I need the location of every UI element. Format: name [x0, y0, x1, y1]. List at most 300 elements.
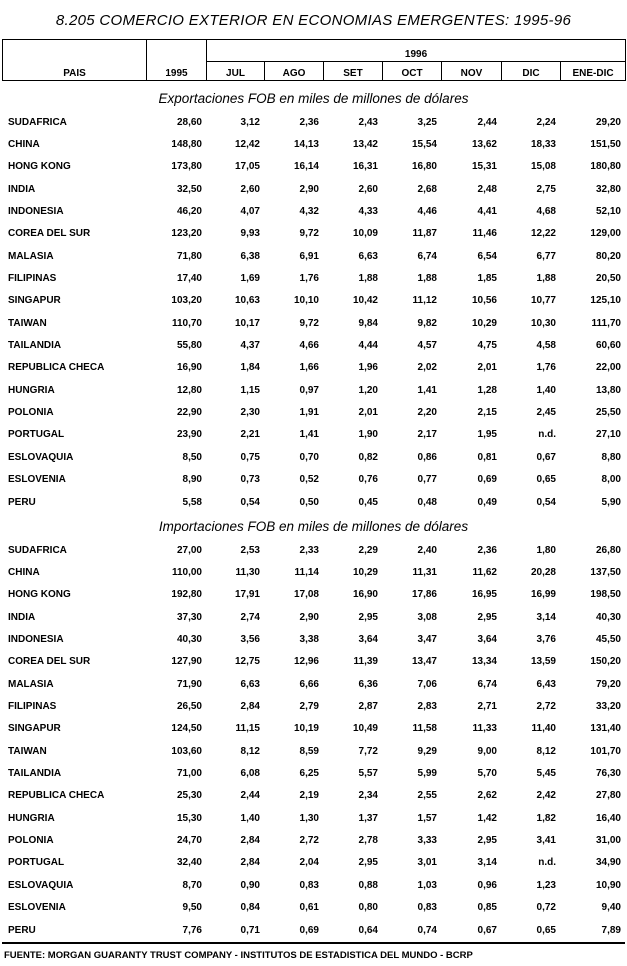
value-cell: 0,61: [299, 902, 319, 914]
exports-table: [2, 111, 625, 513]
value-cell: 1,40: [536, 384, 556, 396]
value-cell: 3,64: [358, 634, 378, 646]
value-cell: 2,60: [240, 183, 260, 195]
value-cell: 3,47: [417, 634, 437, 646]
value-cell: 8,50: [182, 451, 202, 463]
table-row: [2, 628, 625, 650]
value-cell: 0,85: [477, 902, 497, 914]
value-cell: 34,90: [595, 857, 621, 869]
value-cell: 2,84: [240, 835, 260, 847]
value-cell: 2,84: [240, 857, 260, 869]
value-cell: 1,95: [477, 429, 497, 441]
value-cell: 11,15: [235, 723, 260, 735]
value-cell: 192,80: [171, 589, 202, 601]
value-cell: 2,45: [536, 407, 556, 419]
value-cell: 29,20: [595, 116, 621, 128]
value-cell: 0,86: [417, 451, 437, 463]
value-cell: 2,83: [417, 701, 437, 713]
value-cell: 8,12: [536, 745, 556, 757]
value-cell: 32,50: [176, 183, 202, 195]
value-cell: 16,40: [595, 812, 621, 824]
value-cell: 1,40: [240, 812, 260, 824]
value-cell: 1,41: [299, 429, 319, 441]
value-cell: 150,20: [590, 656, 621, 668]
value-cell: 10,90: [595, 879, 621, 891]
value-cell: 110,00: [171, 567, 202, 579]
value-cell: 9,40: [601, 902, 621, 914]
value-cell: 4,58: [536, 340, 556, 352]
table-row: [2, 829, 625, 851]
value-cell: 0,80: [358, 902, 378, 914]
value-cell: 1,42: [477, 812, 497, 824]
value-cell: 12,75: [234, 656, 260, 668]
value-cell: 0,75: [240, 451, 260, 463]
value-cell: 0,69: [477, 474, 497, 486]
value-cell: 20,50: [595, 273, 621, 285]
value-cell: 137,50: [590, 567, 621, 579]
value-cell: 6,63: [240, 678, 260, 690]
value-cell: 10,29: [352, 567, 378, 579]
value-cell: 0,83: [299, 879, 319, 891]
country-name: SINGAPUR: [8, 295, 61, 307]
value-cell: 2,15: [477, 407, 497, 419]
country-name: TAILANDIA: [8, 768, 62, 780]
value-cell: 4,32: [299, 206, 319, 218]
value-cell: 9,00: [477, 745, 497, 757]
value-cell: 180,80: [590, 161, 621, 173]
value-cell: 10,63: [234, 295, 260, 307]
value-cell: 0,76: [358, 474, 378, 486]
value-cell: 2,75: [536, 183, 556, 195]
value-cell: 2,01: [358, 407, 378, 419]
value-cell: 10,42: [352, 295, 378, 307]
value-cell: 11,14: [294, 567, 319, 579]
value-cell: 71,00: [176, 768, 202, 780]
value-cell: 2,90: [299, 611, 319, 623]
value-cell: 17,08: [293, 589, 319, 601]
value-cell: 1,88: [536, 273, 556, 285]
value-cell: 2,44: [477, 116, 497, 128]
value-cell: 0,82: [358, 451, 378, 463]
value-cell: 9,29: [417, 745, 437, 757]
value-cell: 10,49: [352, 723, 378, 735]
value-cell: 1,66: [299, 362, 319, 374]
value-cell: 2,48: [477, 183, 497, 195]
country-name: FILIPINAS: [8, 701, 57, 713]
value-cell: 13,59: [530, 656, 556, 668]
value-cell: 5,58: [182, 496, 202, 508]
value-cell: 1,84: [240, 362, 260, 374]
table-row: [2, 874, 625, 896]
country-name: COREA DEL SUR: [8, 656, 91, 668]
value-cell: 9,50: [182, 902, 202, 914]
value-cell: 6,43: [536, 678, 556, 690]
value-cell: 4,07: [240, 206, 260, 218]
value-cell: 0,67: [477, 924, 497, 936]
country-name: ESLOVENIA: [8, 902, 66, 914]
value-cell: 6,74: [477, 678, 497, 690]
value-cell: 1,15: [240, 384, 260, 396]
column-header-month: NOV: [442, 62, 502, 81]
value-cell: 6,08: [240, 768, 260, 780]
value-cell: 1,23: [536, 879, 556, 891]
value-cell: 4,41: [477, 206, 497, 218]
country-name: ESLOVENIA: [8, 474, 66, 486]
value-cell: 9,72: [299, 317, 319, 329]
value-cell: 11,58: [412, 723, 437, 735]
country-name: PORTUGAL: [8, 857, 65, 869]
value-cell: 10,56: [471, 295, 497, 307]
country-name: ESLOVAQUIA: [8, 879, 74, 891]
country-name: TAIWAN: [8, 745, 47, 757]
value-cell: 10,17: [234, 317, 260, 329]
value-cell: 9,93: [240, 228, 260, 240]
value-cell: n.d.: [538, 429, 556, 441]
value-cell: 1,20: [358, 384, 378, 396]
value-cell: 55,80: [176, 340, 202, 352]
value-cell: 6,38: [240, 250, 260, 262]
country-name: INDIA: [8, 183, 36, 195]
value-cell: 110,70: [171, 317, 202, 329]
value-cell: 1,30: [299, 812, 319, 824]
table-row: [2, 245, 625, 267]
value-cell: 2,53: [240, 544, 260, 556]
value-cell: 2,62: [477, 790, 497, 802]
value-cell: 15,54: [411, 139, 437, 151]
value-cell: 76,30: [595, 768, 621, 780]
value-cell: 17,91: [234, 589, 260, 601]
page-title: 8.205 COMERCIO EXTERIOR EN ECONOMIAS EMERGENTES: 1995-96: [55, 12, 572, 29]
value-cell: 6,77: [536, 250, 556, 262]
country-name: PERU: [8, 496, 36, 508]
value-cell: 16,31: [352, 161, 378, 173]
value-cell: 2,87: [358, 701, 378, 713]
value-cell: 71,80: [176, 250, 202, 262]
value-cell: 2,34: [358, 790, 378, 802]
value-cell: 4,46: [417, 206, 437, 218]
value-cell: 15,08: [530, 161, 556, 173]
value-cell: 7,72: [358, 745, 378, 757]
table-row: [2, 223, 625, 245]
value-cell: 103,60: [171, 745, 202, 757]
value-cell: 13,80: [595, 384, 621, 396]
value-cell: 12,80: [176, 384, 202, 396]
value-cell: 26,80: [595, 544, 621, 556]
table-row: [2, 334, 625, 356]
value-cell: 46,20: [176, 206, 202, 218]
value-cell: 0,65: [536, 474, 556, 486]
value-cell: 0,74: [417, 924, 437, 936]
value-cell: 1,82: [536, 812, 556, 824]
value-cell: 13,47: [411, 656, 437, 668]
table-row: [2, 469, 625, 491]
value-cell: 14,13: [293, 139, 319, 151]
table-row: [2, 807, 625, 829]
value-cell: 2,21: [240, 429, 260, 441]
country-name: REPUBLICA CHECA: [8, 790, 105, 802]
country-name: INDONESIA: [8, 206, 64, 218]
table-row: [2, 539, 625, 561]
value-cell: 0,97: [299, 384, 319, 396]
value-cell: 24,70: [176, 835, 202, 847]
value-cell: 3,12: [240, 116, 260, 128]
value-cell: 4,57: [417, 340, 437, 352]
value-cell: 198,50: [590, 589, 621, 601]
value-cell: 3,08: [417, 611, 437, 623]
value-cell: 16,90: [176, 362, 202, 374]
value-cell: 27,00: [176, 544, 202, 556]
table-row: [2, 111, 625, 133]
value-cell: 1,57: [417, 812, 437, 824]
table-header: [2, 39, 626, 81]
table-row: [2, 200, 625, 222]
value-cell: 3,25: [417, 116, 437, 128]
value-cell: 10,30: [530, 317, 556, 329]
exports-section-title: Exportaciones FOB en miles de millones de dólares: [158, 91, 469, 106]
country-name: SINGAPUR: [8, 723, 61, 735]
value-cell: 2,29: [358, 544, 378, 556]
value-cell: 6,66: [299, 678, 319, 690]
value-cell: 26,50: [176, 701, 202, 713]
value-cell: 1,76: [299, 273, 319, 285]
value-cell: 11,30: [235, 567, 260, 579]
value-cell: 127,90: [171, 656, 202, 668]
country-name: COREA DEL SUR: [8, 228, 91, 240]
country-name: POLONIA: [8, 407, 54, 419]
value-cell: 6,36: [358, 678, 378, 690]
value-cell: 2,55: [417, 790, 437, 802]
value-cell: 16,99: [530, 589, 556, 601]
value-cell: 45,50: [595, 634, 621, 646]
value-cell: 2,44: [240, 790, 260, 802]
value-cell: 6,63: [358, 250, 378, 262]
country-name: HUNGRIA: [8, 384, 55, 396]
country-name: CHINA: [8, 139, 40, 151]
value-cell: 11,31: [412, 567, 437, 579]
value-cell: 16,14: [293, 161, 319, 173]
value-cell: 2,60: [358, 183, 378, 195]
table-row: [2, 401, 625, 423]
value-cell: 13,62: [471, 139, 497, 151]
column-header-1995: 1995: [147, 40, 207, 81]
value-cell: 2,78: [358, 835, 378, 847]
country-name: PORTUGAL: [8, 429, 65, 441]
value-cell: 10,19: [293, 723, 319, 735]
value-cell: 32,80: [595, 183, 621, 195]
column-header-month: OCT: [383, 62, 442, 81]
imports-table: [2, 539, 625, 941]
value-cell: 17,86: [411, 589, 437, 601]
country-name: SUDAFRICA: [8, 544, 67, 556]
value-cell: 4,66: [299, 340, 319, 352]
value-cell: 5,57: [358, 768, 378, 780]
value-cell: 148,80: [171, 139, 202, 151]
value-cell: 2,90: [299, 183, 319, 195]
table-row: [2, 718, 625, 740]
value-cell: 2,01: [477, 362, 497, 374]
value-cell: 10,29: [471, 317, 497, 329]
value-cell: 8,70: [182, 879, 202, 891]
value-cell: 0,84: [240, 902, 260, 914]
table-row: [2, 267, 625, 289]
imports-section-title: Importaciones FOB en miles de millones de dólares: [158, 519, 469, 534]
table-row: [2, 762, 625, 784]
value-cell: n.d.: [538, 857, 556, 869]
value-cell: 0,48: [417, 496, 437, 508]
value-cell: 0,70: [299, 451, 319, 463]
value-cell: 2,43: [358, 116, 378, 128]
value-cell: 11,46: [472, 228, 497, 240]
value-cell: 0,45: [358, 496, 378, 508]
value-cell: 0,72: [536, 902, 556, 914]
value-cell: 0,77: [417, 474, 437, 486]
table-row: [2, 491, 625, 513]
value-cell: 22,00: [595, 362, 621, 374]
value-cell: 0,69: [299, 924, 319, 936]
value-cell: 37,30: [176, 611, 202, 623]
value-cell: 25,30: [176, 790, 202, 802]
column-header-ene-dic: ENE-DIC: [561, 62, 626, 81]
table-row: [2, 673, 625, 695]
value-cell: 40,30: [176, 634, 202, 646]
value-cell: 3,76: [536, 634, 556, 646]
value-cell: 23,90: [176, 429, 202, 441]
value-cell: 1,91: [299, 407, 319, 419]
value-cell: 11,62: [472, 567, 497, 579]
value-cell: 3,56: [240, 634, 260, 646]
value-cell: 4,37: [240, 340, 260, 352]
value-cell: 16,90: [352, 589, 378, 601]
footer-divider: [2, 942, 625, 944]
column-header-month: JUL: [207, 62, 265, 81]
value-cell: 123,20: [171, 228, 202, 240]
value-cell: 1,76: [536, 362, 556, 374]
table-row: [2, 584, 625, 606]
value-cell: 6,54: [477, 250, 497, 262]
value-cell: 1,28: [477, 384, 497, 396]
table-row: [2, 919, 625, 941]
value-cell: 151,50: [590, 139, 621, 151]
value-cell: 11,12: [412, 295, 437, 307]
value-cell: 1,96: [358, 362, 378, 374]
country-name: INDIA: [8, 611, 36, 623]
value-cell: 3,41: [536, 835, 556, 847]
value-cell: 1,88: [358, 273, 378, 285]
value-cell: 0,54: [536, 496, 556, 508]
country-name: HONG KONG: [8, 589, 71, 601]
value-cell: 2,42: [536, 790, 556, 802]
value-cell: 2,02: [417, 362, 437, 374]
country-name: ESLOVAQUIA: [8, 451, 74, 463]
country-name: TAILANDIA: [8, 340, 62, 352]
value-cell: 1,90: [358, 429, 378, 441]
value-cell: 0,73: [240, 474, 260, 486]
value-cell: 2,84: [240, 701, 260, 713]
column-header-month: DIC: [502, 62, 561, 81]
value-cell: 33,20: [595, 701, 621, 713]
value-cell: 10,77: [530, 295, 556, 307]
value-cell: 8,59: [299, 745, 319, 757]
value-cell: 2,68: [417, 183, 437, 195]
value-cell: 2,95: [477, 835, 497, 847]
value-cell: 3,14: [477, 857, 497, 869]
value-cell: 3,38: [299, 634, 319, 646]
value-cell: 27,80: [595, 790, 621, 802]
value-cell: 103,20: [171, 295, 202, 307]
value-cell: 1,85: [477, 273, 497, 285]
value-cell: 1,69: [240, 273, 260, 285]
country-name: MALASIA: [8, 250, 54, 262]
table-row: [2, 740, 625, 762]
value-cell: 8,00: [601, 474, 621, 486]
table-row: [2, 651, 625, 673]
value-cell: 0,64: [358, 924, 378, 936]
value-cell: 2,71: [477, 701, 497, 713]
country-name: MALASIA: [8, 678, 54, 690]
value-cell: 129,00: [590, 228, 621, 240]
value-cell: 22,90: [176, 407, 202, 419]
value-cell: 7,89: [601, 924, 621, 936]
value-cell: 5,70: [477, 768, 497, 780]
value-cell: 2,20: [417, 407, 437, 419]
value-cell: 71,90: [176, 678, 202, 690]
country-name: HONG KONG: [8, 161, 71, 173]
value-cell: 6,74: [417, 250, 437, 262]
country-name: TAIWAN: [8, 317, 47, 329]
value-cell: 17,05: [234, 161, 260, 173]
value-cell: 1,88: [417, 273, 437, 285]
value-cell: 27,10: [595, 429, 621, 441]
value-cell: 31,00: [595, 835, 621, 847]
value-cell: 2,30: [240, 407, 260, 419]
country-name: FILIPINAS: [8, 273, 57, 285]
value-cell: 0,49: [477, 496, 497, 508]
value-cell: 11,39: [353, 656, 378, 668]
value-cell: 6,25: [299, 768, 319, 780]
value-cell: 2,72: [536, 701, 556, 713]
column-header-pais: PAIS: [3, 40, 147, 81]
value-cell: 10,10: [293, 295, 319, 307]
value-cell: 101,70: [590, 745, 621, 757]
value-cell: 12,96: [293, 656, 319, 668]
value-cell: 9,84: [358, 317, 378, 329]
table-row: [2, 424, 625, 446]
value-cell: 0,96: [477, 879, 497, 891]
value-cell: 2,36: [299, 116, 319, 128]
value-cell: 2,95: [358, 611, 378, 623]
table-row: [2, 852, 625, 874]
value-cell: 17,40: [176, 273, 202, 285]
value-cell: 1,80: [536, 544, 556, 556]
value-cell: 3,01: [417, 857, 437, 869]
value-cell: 1,41: [417, 384, 437, 396]
value-cell: 16,80: [411, 161, 437, 173]
value-cell: 124,50: [171, 723, 202, 735]
value-cell: 2,74: [240, 611, 260, 623]
country-name: CHINA: [8, 567, 40, 579]
value-cell: 8,80: [601, 451, 621, 463]
value-cell: 2,95: [358, 857, 378, 869]
table-row: [2, 785, 625, 807]
value-cell: 2,04: [299, 857, 319, 869]
value-cell: 3,33: [417, 835, 437, 847]
value-cell: 2,79: [299, 701, 319, 713]
value-cell: 0,88: [358, 879, 378, 891]
column-header-month: AGO: [265, 62, 324, 81]
value-cell: 8,90: [182, 474, 202, 486]
value-cell: 0,52: [299, 474, 319, 486]
value-cell: 80,20: [595, 250, 621, 262]
